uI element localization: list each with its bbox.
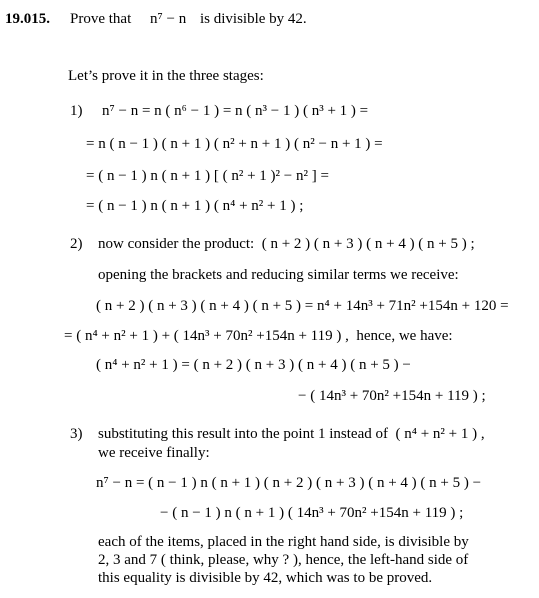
problem-number: 19.015. xyxy=(5,11,50,27)
stage1-line-4: = ( n − 1 ) n ( n + 1 ) ( n⁴ + n² + 1 ) ; xyxy=(86,198,304,214)
stage2-line-3: ( n + 2 ) ( n + 3 ) ( n + 4 ) ( n + 5 ) = n⁴ + 14n³ + 71n² +154n + 120 = xyxy=(96,298,509,314)
stage1-line-2: = n ( n − 1 ) ( n + 1 ) ( n² + n + 1 ) ( n² − n + 1 ) = xyxy=(86,136,383,152)
stage2-line-6: − ( 14n³ + 70n² +154n + 119 ) ; xyxy=(298,388,486,404)
stage3-line-5: each of the items, placed in the right hand side, is divisible by xyxy=(98,534,469,550)
stage1-line-3: = ( n − 1 ) n ( n + 1 ) [ ( n² + 1 )² − n² ] = xyxy=(86,168,329,184)
stage3-line-2: we receive finally: xyxy=(98,445,210,461)
stage2-label: 2) xyxy=(70,236,83,252)
stage3-line-6: 2, 3 and 7 ( think, please, why ? ), hence, the left-hand side of xyxy=(98,552,469,568)
stage3-line-1: substituting this result into the point 1 instead of ( n⁴ + n² + 1 ) , xyxy=(98,426,485,442)
stage2-line-5: ( n⁴ + n² + 1 ) = ( n + 2 ) ( n + 3 ) ( n + 4 ) ( n + 5 ) − xyxy=(96,357,411,373)
stage1-line-1: n⁷ − n = n ( n⁶ − 1 ) = n ( n³ − 1 ) ( n³ + 1 ) = xyxy=(102,103,369,119)
stage2-line-2: opening the brackets and reducing similar terms we receive: xyxy=(98,267,459,283)
intro-text: Let’s prove it in the three stages: xyxy=(68,68,264,84)
stage2-line-1: now consider the product: ( n + 2 ) ( n + 3 ) ( n + 4 ) ( n + 5 ) ; xyxy=(98,236,475,252)
problem-statement-prefix: Prove that xyxy=(70,11,132,27)
stage2-line-4: = ( n⁴ + n² + 1 ) + ( 14n³ + 70n² +154n + 119 ) , hence, we have: xyxy=(64,328,453,344)
stage3-line-7: this equality is divisible by 42, which was to be proved. xyxy=(98,570,433,586)
stage1-label: 1) xyxy=(70,103,83,119)
problem-statement-expr: n⁷ − n xyxy=(150,11,187,27)
stage3-line-4: − ( n − 1 ) n ( n + 1 ) ( 14n³ + 70n² +154n + 119 ) ; xyxy=(160,505,464,521)
stage3-line-3: n⁷ − n = ( n − 1 ) n ( n + 1 ) ( n + 2 ) ( n + 3 ) ( n + 4 ) ( n + 5 ) − xyxy=(96,475,482,491)
problem-statement-suffix: is divisible by 42. xyxy=(200,11,307,27)
stage3-label: 3) xyxy=(70,426,83,442)
